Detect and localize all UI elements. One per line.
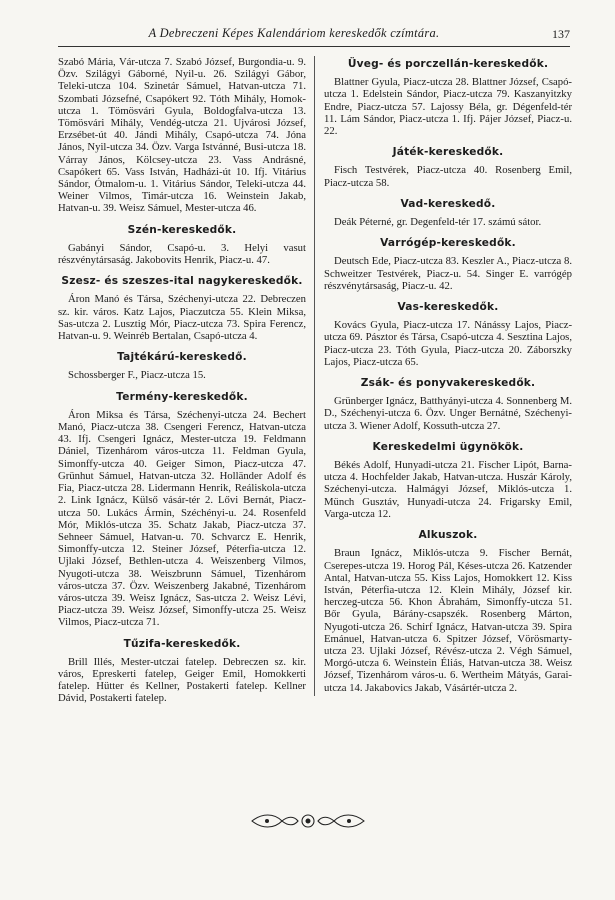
section-text-vad: Deák Péterné, gr. Degenfeld-tér 17. számú sátor. — [334, 216, 542, 229]
section-text-szen: Gabányi Sándor, Csapó-u. 3. Helyi vasut részvénytársaság. Jakobovits Henrik, Piacz-u. 47. — [58, 241, 306, 267]
section-text-alkuszok: Braun Ignácz, Miklós-utcza 9. Fischer Bernát, Cserepes-utcza 19. Horog Pál, Késes-utcza 26. Katzender Antal, Hatvan-utcza 55. Kiss Lajos, Homokkert 12. Kiss István, Péterfia-utcza 12. Klein Mihály, József kir. herczeg-utcza 56. Khon Ábrahám, Simonffy-utcza 51. Bőr Gyula, Bárány-csapszék. Rosenberg Márton, Nyugoti-utcza 26. Schirf Ignácz, Hatvan-utcza 39. Spira Emánuel, Hatvan-utcza 6. Spitzer József, Vörösmarty-utcza 23. Ujlaki József, Révész-utcza 2. Végh Sámuel, Morgó-utcza 6. Weinstein Éliás, Hatvan-utcza 38. Weisz József, Tizenhárom város-u. 6. Wertheim Mátyás, Garai-utcza 14. Jakabovics Jakab, Vásártér-utcza 2. — [324, 547, 572, 694]
section-text-tuzifa: Brill Illés, Mester-utczai fatelep. Debreczen sz. kir. város, Epreskerti fatelep, Geiger Emil, Homokkerti fatelep. Hütter és Kellner, Postakerti fatelep. Kellner Dávid, Postakerti fatelep. — [58, 655, 306, 705]
section-heading-szesz: Szesz- és szeszes-ital nagykereskedők. — [61, 275, 303, 288]
right-column — [324, 56, 572, 694]
section-heading-jatek: Játék-kereskedők. — [392, 146, 504, 159]
section-text-tajtekaru: Schossberger F., Piacz-utcza 15. — [68, 369, 206, 382]
section-text-uveg: Blattner Gyula, Piacz-utcza 28. Blattner József, Csapó-utcza 1. Edelstein Sándor, Piacz-utcza 79. Kaszanyitzky Endre, Piacz-utcza 57. Lajossy Béla, gr. Dégenfeld-tér 11. Lám Sándor, Piacz-utcza 1. Ifj. Pájer József, Piacz-u. 22. — [324, 76, 572, 138]
section-text-vas: Kovács Gyula, Piacz-utcza 17. Nánássy Lajos, Piacz-utcza 69. Pásztor és Társa, Csapó-utcza 4. Sesztina Lajos, Piacz-utcza 23. Tóth Gyula, Piacz-utcza 20. Záborszky Lajos, Piacz-utcza 65. — [324, 319, 572, 368]
section-heading-zsak: Zsák- és ponyvakereskedők. — [360, 377, 536, 390]
decorative-ornament-icon — [248, 810, 368, 832]
running-header — [58, 24, 570, 47]
section-text-termeny: Áron Miksa és Társa, Széchenyi-utcza 24. Bechert Manó, Piacz-utcza 38. Csengeri Ferencz, Hatvan-utcza 43. Ifj. Csengeri Ignácz, Mester-utcza 19. Feldmann Dániel, Tizenhárom város-utcza 11. Feldman Gyula, Simonffy-utcza 40. Geiger Simon, Piacz-utcza 47. Grünhut Sámuel, Hatvan-utcza 32. Holländer Adolf és Fia, Piacz-utcza 28. Lidermann Henrik, Reáliskola-utcza 2. Link Ignácz, Külső vásár-tér 2. Lővi Bernát, Piacz-utcza 50. Lukács Ármin, Széchényi-u. 24. Rosenfeld Mór, Miklós-utcza 35. Schatz Jakab, Piacz-utcza 37. Sehneer Sámuel, Hatvan-u. 70. Schvarcz E. Henrik, Simonffy-utcza 12. Steiner József, Péterfia-utcza 12. Ujlaki József, Bethlen-utcza 4. Weiszenberg Vilmos, Nyugoti-utcza 38. Weiszbrunn Sámuel, Tizenhárom város-utcza 37. Özv. Weiszenberg Jakabné, Tizenhárom város-utcza 39. Weisz Ignácz, Sas-utcza 2. Weisz Lévi, Piacz-utcza 39. Weisz József, Simonffy-utcza 25. Weisz Vilmos, Piacz-utcza 71. — [58, 408, 306, 629]
section-heading-szen: Szén-kereskedők. — [127, 223, 237, 236]
column-divider — [314, 56, 315, 696]
section-text-varrogep: Deutsch Ede, Piacz-utcza 83. Keszler A., Piacz-utcza 8. Schweitzer Testvérek, Piacz-u. 54. Singer E. varrógép részvénytársaság, Piacz-u. 42. — [324, 255, 572, 292]
section-heading-termeny: Termény-kereskedők. — [116, 390, 248, 403]
section-heading-alkuszok: Alkuszok. — [418, 529, 478, 542]
section-text-zsak: Grünberger Ignácz, Batthyányi-utcza 4. Sonnenberg M. D., Széchenyi-utcza 6. Özv. Unger Bernátné, Széchenyi-utcza 3. Wiener Adolf, Kossuth-utcza 27. — [324, 395, 572, 432]
section-text-szesz: Áron Manó és Társa, Széchenyi-utcza 22. Debreczen sz. kir. város. Katz Lajos, Piaczutcza 55. Klein Miksa, Sas-utcza 2. Lusztig Mór, Piacz-utcza 73. Spira Ferencz, Hatvan-u. 9. Weinréb Bertalan, Csapó-utcza 4. — [58, 293, 306, 343]
page-number: 137 — [552, 27, 570, 41]
section-heading-tajtekaru: Tajtékárú-kereskedő. — [117, 351, 247, 364]
section-text-jatek: Fisch Testvérek, Piacz-utcza 40. Rosenberg Emil, Piacz-utcza 58. — [324, 164, 572, 189]
left-intro-paragraph: Szabó Mária, Vár-utcza 7. Szabó József, Burgondia-u. 9. Özv. Szilágyi Gáborné, Nyil-u. 26. Szilágyi Gábor, Teleki-utcza 104. Szinetár Sámuel, Hatvan-utcza 71. Szombati Józsefné, Csapókert 92. Tóth Mihály, Homok-utcza 1. Tömösvári Gyula, Boldogfalva-utcza 13. Tömösvári Mihály, Vendég-utcza 21. Ujvárosi József, Erzsébet-út 40. Jándi Mihály, Csapó-utcza 74. Jóna János, Nyil-utcza 34. Özv. Varga Istvánné, Busi-utcza 18. Várray János, Kölcsey-utcza 23. Vass Andrásné, Csapókert 65. Vass István, Hadházi-út 10. Ifj. Vitárius Sándor, Ótmalom-u. 1. Vitárius Sándor, Teleki-utcza 44. Weiner Vilmos, Timár-utcza 16. Weinstein Jakab, Hatvan-u. 39. Weisz Sámuel, Mester-utcza 46. — [58, 56, 306, 215]
section-heading-vad: Vad-kereskedő. — [400, 197, 496, 210]
section-heading-vas: Vas-kereskedők. — [397, 301, 499, 314]
header-title: A Debreczeni Képes Kalendáriom kereskedők czímtára. — [148, 26, 440, 40]
section-text-ugynokok: Békés Adolf, Hunyadi-utcza 21. Fischer Lipót, Barna-utcza 4. Hochfelder Jakab, Hatvan-utcza. Huszár Károly, Széchenyi-utcza. Halmágyi József, Miklós-utcza 1. Münch Gusztáv, Hunyadi-utcza 24. Frigarsky Emil, Varga-utcza 12. — [324, 459, 572, 520]
section-heading-tuzifa: Tűzifa-kereskedők. — [123, 637, 241, 650]
left-column — [58, 56, 306, 705]
section-heading-ugynokok: Kereskedelmi ügynökök. — [372, 440, 524, 453]
section-heading-uveg: Üveg- és porczellán-kereskedők. — [347, 58, 549, 70]
section-heading-varrogep: Varrógép-kereskedők. — [380, 237, 516, 250]
